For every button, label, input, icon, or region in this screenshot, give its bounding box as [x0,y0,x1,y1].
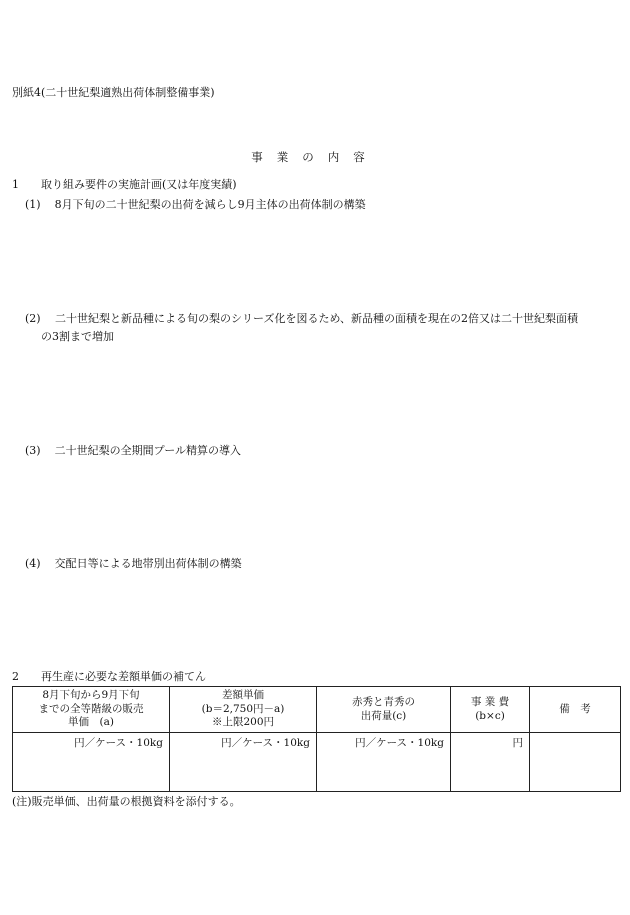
header-remarks [530,687,621,733]
table-header-row [13,687,621,733]
item-number: (2) [25,312,41,325]
header-line: 出荷量(c) [360,709,407,722]
appendix-label: 別紙4(二十世紀梨適熟出荷体制整備事業) [12,86,215,99]
item-number: (1) [25,198,41,211]
header-line: までの全等階級の販売 [38,702,144,715]
header-line: 事 業 費 [470,695,510,708]
cell-sales-price[interactable]: 円／ケース・10kg [13,733,170,792]
item-number: (4) [25,557,41,570]
section2-number: 2 [12,670,19,683]
cell-remarks[interactable] [530,733,621,792]
section1-number: 1 [12,178,19,191]
header-diff-price [170,687,317,733]
item-number: (3) [25,444,41,457]
item-text: 二十世紀梨と新品種による旬の梨のシリーズ化を図るため、新品種の面積を現在の2倍又は二十世紀梨面積 [55,312,579,325]
header-line: 備 考 [559,702,591,715]
section2-heading [12,670,206,685]
header-sales-price [13,687,170,733]
item-text: 8月下旬の二十世紀梨の出荷を減らし9月主体の出荷体制の構築 [54,198,366,211]
section1-heading-text: 取り組み要件の実施計画(又は年度実績) [41,178,237,191]
subsidy-table [12,686,621,792]
header-line: 8月下旬から9月下旬 [42,689,140,702]
header-shipment-volume [317,687,451,733]
header-line: ※上限200円 [211,716,275,729]
item-text: 交配日等による地帯別出荷体制の構築 [54,557,242,570]
header-project-cost [451,687,530,733]
header-line: (b＝2,750円－a) [201,702,285,715]
cell-shipment-volume[interactable]: 円／ケース・10kg [317,733,451,792]
cell-diff-price[interactable]: 円／ケース・10kg [170,733,317,792]
footnote: (注)販売単価、出荷量の根拠資料を添付する。 [12,795,241,808]
header-line: (b×c) [475,709,505,722]
item-text: 二十世紀梨の全期間プール精算の導入 [54,444,242,457]
section1-item-4 [25,557,242,572]
section2-heading-text: 再生産に必要な差額単価の補てん [41,670,206,683]
section1-item-1 [25,198,366,213]
cell-project-cost[interactable]: 円 [451,733,530,792]
item-text-continued: の3割まで増加 [41,330,114,343]
section1-heading [12,178,237,193]
header-line: 赤秀と青秀の [352,695,415,708]
page-title: 事業の内容 [251,150,379,164]
header-line: 単価 (a) [68,716,114,729]
header-line: 差額単価 [222,689,264,702]
section1-item-3 [25,444,241,459]
table-row [13,733,621,792]
